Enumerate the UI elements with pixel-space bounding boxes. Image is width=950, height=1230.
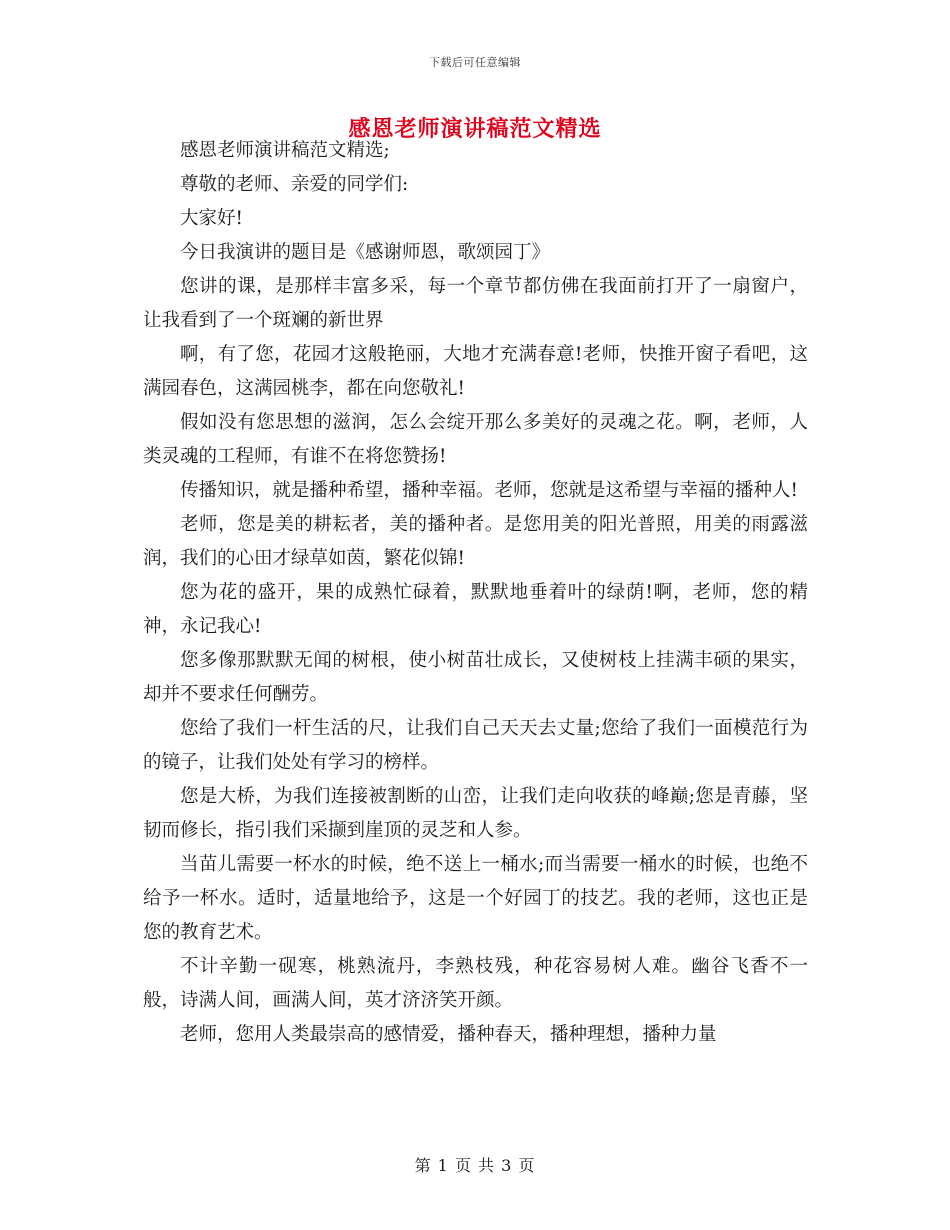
document-title: 感恩老师演讲稿范文精选 bbox=[348, 116, 602, 142]
paragraph: 今日我演讲的题目是《感谢师恩，歌颂园丁》 bbox=[180, 242, 551, 263]
page-header: 下载后可任意编辑 bbox=[429, 56, 521, 69]
paragraph: 假如没有您思想的滋润，怎么会绽开那么多美好的灵魂之花。啊，老师，人类灵魂的工程师，有谁不在将您赞扬! bbox=[143, 412, 808, 467]
paragraph: 传播知识，就是播种希望，播种幸福。老师，您就是这希望与幸福的播种人! bbox=[180, 480, 798, 501]
paragraph: 您为花的盛开，果的成熟忙碌着，默默地垂着叶的绿荫!啊，老师，您的精神，永记我心! bbox=[143, 582, 808, 637]
paragraph: 尊敬的老师、亲爱的同学们: bbox=[180, 174, 409, 195]
paragraph: 您讲的课，是那样丰富多采，每一个章节都仿佛在我面前打开了一扇窗户，让我看到了一个斑斓的新世界 bbox=[143, 276, 808, 331]
paragraph: 您多像那默默无闻的树根，使小树苗壮成长，又使树枝上挂满丰硕的果实，却并不要求任何酬劳。 bbox=[143, 650, 808, 705]
paragraph: 大家好! bbox=[180, 208, 243, 229]
paragraph: 感恩老师演讲稿范文精选; bbox=[180, 140, 390, 161]
paragraph: 老师，您是美的耕耘者，美的播种者。是您用美的阳光普照，用美的雨露滋润，我们的心田才绿草如茵，繁花似锦! bbox=[143, 514, 808, 569]
paragraph: 老师，您用人类最崇高的感情爱，播种春天，播种理想，播种力量 bbox=[180, 1024, 717, 1045]
paragraph: 啊，有了您，花园才这般艳丽，大地才充满春意!老师，快推开窗子看吧，这满园春色，这满园桃李，都在向您敬礼! bbox=[143, 344, 808, 399]
paragraph: 您是大桥，为我们连接被割断的山峦，让我们走向收获的峰巅;您是青藤，坚韧而修长，指引我们采撷到崖顶的灵芝和人参。 bbox=[143, 786, 808, 841]
page-number-footer: 第 1 页 共 3 页 bbox=[414, 1156, 536, 1175]
document-body bbox=[143, 134, 808, 1052]
paragraph: 您给了我们一杆生活的尺，让我们自己天天去丈量;您给了我们一面模范行为的镜子，让我们处处有学习的榜样。 bbox=[143, 718, 808, 773]
paragraph: 不计辛勤一砚寒，桃熟流丹，李熟枝残，种花容易树人难。幽谷飞香不一般，诗满人间，画满人间，英才济济笑开颜。 bbox=[143, 956, 808, 1011]
paragraph: 当苗儿需要一杯水的时候，绝不送上一桶水;而当需要一桶水的时候，也绝不给予一杯水。适时，适量地给予，这是一个好园丁的技艺。我的老师，这也正是您的教育艺术。 bbox=[143, 854, 808, 943]
